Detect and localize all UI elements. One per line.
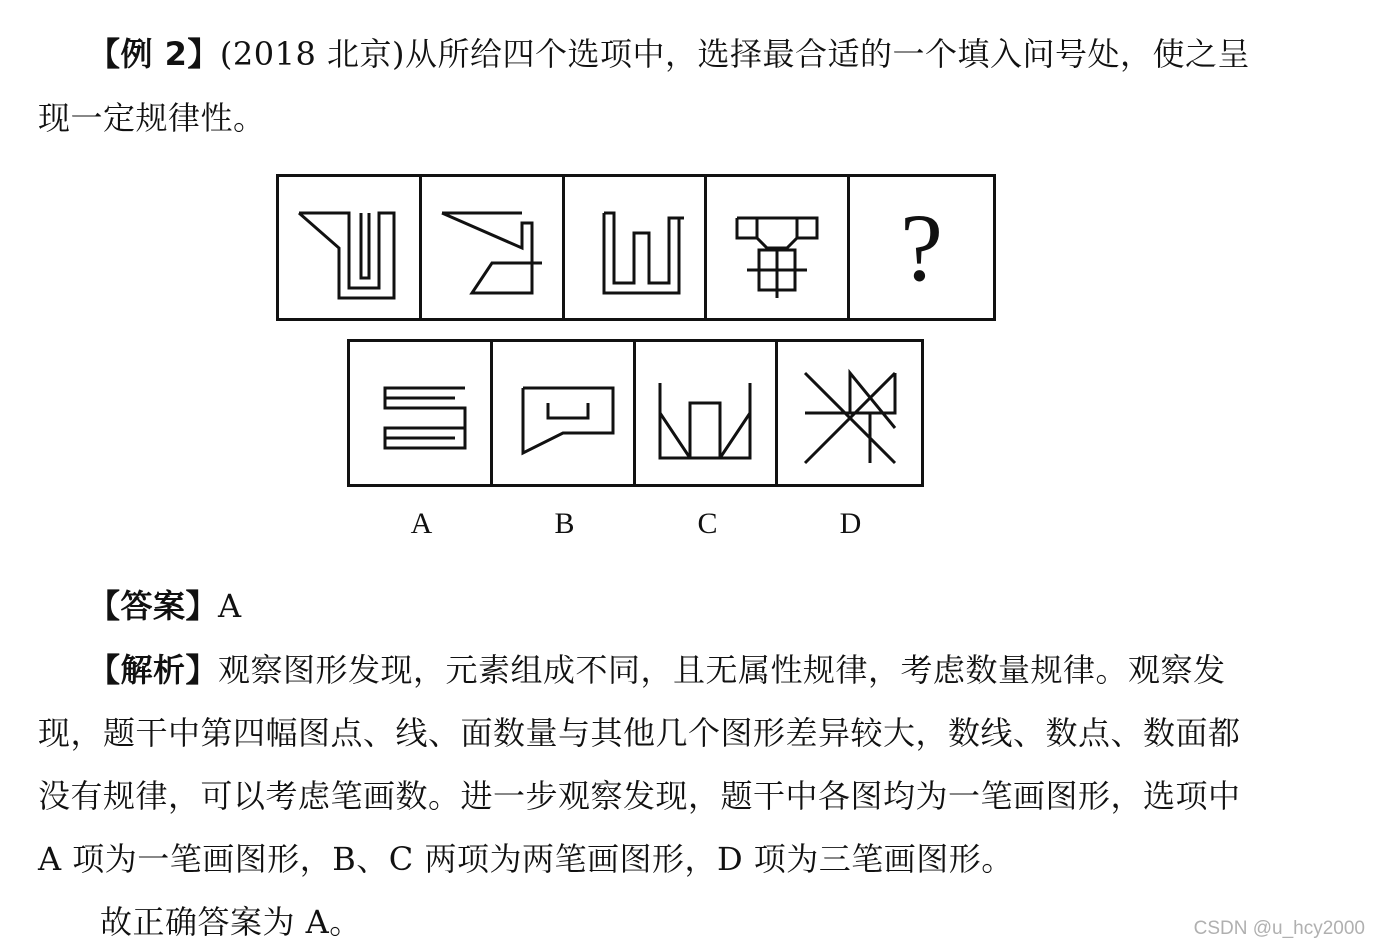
- question-tag: 【例 2】: [88, 35, 220, 73]
- option-label-a: A: [410, 507, 433, 540]
- answer-line: [88, 586, 242, 626]
- stem-figure-2-icon: [432, 188, 552, 308]
- stem-figure-4-icon: [717, 188, 837, 308]
- analysis-text-5: 故正确答案为 A。: [100, 903, 362, 941]
- analysis-text-1: 观察图形发现，元素组成不同，且无属性规律，考虑数量规律。观察发: [218, 651, 1226, 689]
- option-b-icon: [503, 353, 623, 473]
- option-label-c: C: [697, 507, 718, 540]
- question-line-1: [88, 34, 1250, 74]
- option-label-d: D: [839, 507, 862, 540]
- question-text-2: 现一定规律性。: [38, 99, 266, 137]
- stem-figure-1: [279, 177, 422, 318]
- stem-figure-5: [850, 177, 993, 318]
- stem-figure-3: [565, 177, 708, 318]
- option-a-figure[interactable]: [350, 342, 493, 484]
- option-d-figure[interactable]: [778, 342, 921, 484]
- analysis-line-1: [88, 650, 1226, 690]
- stem-figure-3-icon: [574, 188, 694, 308]
- stem-figure-1-icon: [289, 188, 409, 308]
- option-c-icon: [645, 353, 765, 473]
- option-b-figure[interactable]: [493, 342, 636, 484]
- stem-figures-row: [276, 174, 996, 321]
- option-label-b: B: [554, 507, 575, 540]
- option-c-figure[interactable]: [636, 342, 779, 484]
- answer-value: A: [218, 587, 242, 625]
- analysis-text-4: A 项为一笔画图形，B、C 两项为两笔画图形，D 项为三笔画图形。: [38, 840, 1014, 878]
- option-d-icon: [790, 353, 910, 473]
- analysis-text-2: 现，题干中第四幅图点、线、面数量与其他几个图形差异较大，数线、数点、数面都: [38, 714, 1241, 752]
- option-a-icon: [360, 353, 480, 473]
- answer-tag: 【答案】: [88, 587, 219, 625]
- question-text-1: (2018 北京)从所给四个选项中，选择最合适的一个填入问号处，使之呈: [219, 35, 1251, 73]
- analysis-tag: 【解析】: [88, 651, 219, 689]
- stem-figure-4: [707, 177, 850, 318]
- stem-figure-2: [422, 177, 565, 318]
- watermark: CSDN @u_hcy2000: [1193, 918, 1365, 939]
- option-figures-row: [347, 339, 924, 487]
- question-mark: ?: [900, 193, 943, 301]
- analysis-text-3: 没有规律，可以考虑笔画数。进一步观察发现，题干中各图均为一笔画图形，选项中: [38, 777, 1241, 815]
